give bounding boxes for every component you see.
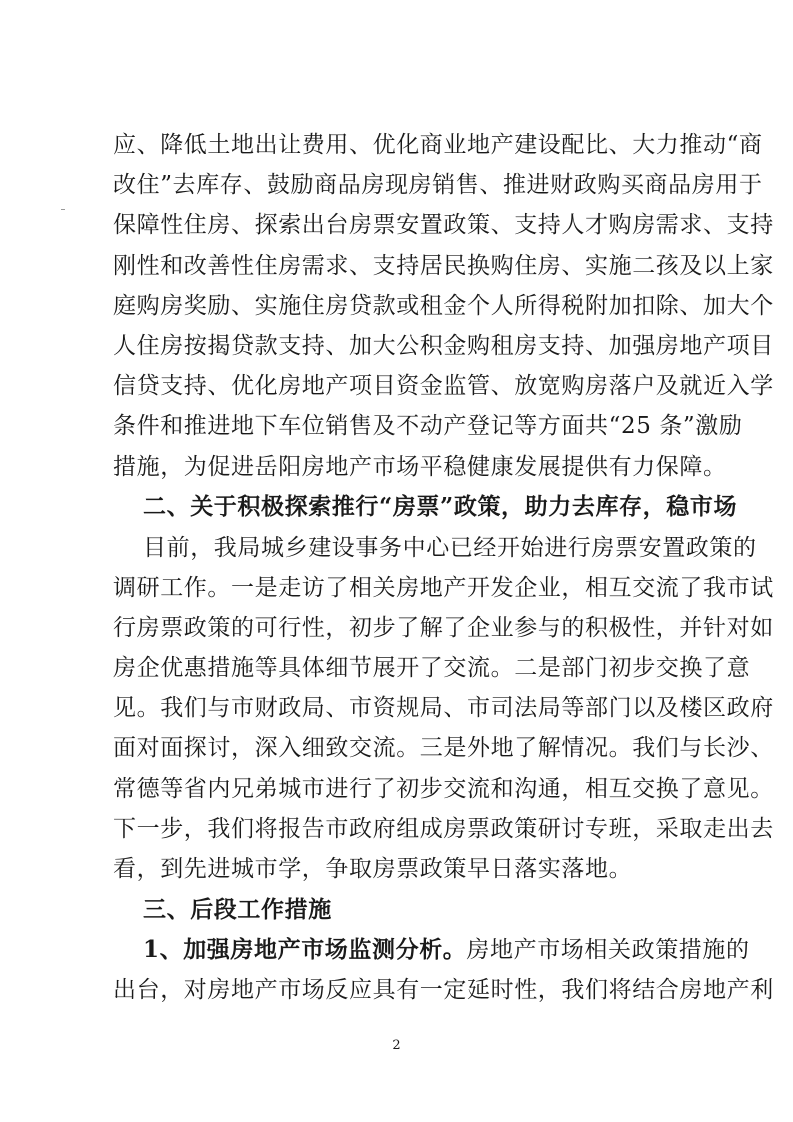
paragraph-line: 调研工作。一是走访了相关房地产开发企业，相互交流了我市试 [113, 575, 774, 601]
list-item-1-title: 1、加强房地产市场监测分析。 [143, 936, 467, 963]
paragraph-line: 应、降低土地出让费用、优化商业地产建设配比、大力推动“商 [113, 132, 763, 158]
paragraph-line: 出台，对房地产市场反应具有一定延时性，我们将结合房地产利 [113, 977, 774, 1003]
paragraph-line: 行房票政策的可行性，初步了解了企业参与的积极性，并针对如 [113, 615, 774, 641]
list-item-1 [143, 936, 750, 964]
section-heading-3: 三、后段工作措施 [143, 896, 332, 923]
paragraph-line: 下一步，我们将报告市政府组成房票政策研讨专班，采取走出去 [113, 816, 774, 842]
paragraph-line: 面对面探讨，深入细致交流。三是外地了解情况。我们与长沙、 [113, 735, 774, 761]
paragraph-line: 信贷支持、优化房地产项目资金监管、放宽购房落户及就近入学 [113, 373, 774, 399]
paragraph-line: 条件和推进地下车位销售及不动产登记等方面共“25 条”激励 [113, 413, 743, 439]
paragraph-line: 改住”去库存、鼓励商品房现房销售、推进财政购买商品房用于 [113, 172, 763, 198]
paragraph-line: 保障性住房、探索出台房票安置政策、支持人才购房需求、支持 [113, 212, 774, 238]
page-number: 2 [392, 1038, 401, 1053]
paragraph-line: 见。我们与市财政局、市资规局、市司法局等部门以及楼区政府 [113, 695, 774, 721]
section-heading-2: 二、关于积极探索推行“房票”政策，助力去库存，稳市场 [143, 493, 738, 520]
paragraph-line: 看，到先进城市学，争取房票政策早日落实落地。 [113, 856, 633, 882]
paragraph-line: 措施，为促进岳阳房地产市场平稳健康发展提供有力保障。 [113, 454, 727, 480]
paragraph-line: 常德等省内兄弟城市进行了初步交流和沟通，相互交换了意见。 [113, 776, 774, 802]
paragraph-line: 目前，我局城乡建设事务中心已经开始进行房票安置政策的 [143, 535, 757, 561]
paragraph-line: 庭购房奖励、实施住房贷款或租金个人所得税附加扣除、加大个 [113, 293, 774, 319]
list-item-1-text: 房地产市场相关政策措施的 [466, 937, 750, 963]
paragraph-line: 人住房按揭贷款支持、加大公积金购租房支持、加强房地产项目 [113, 333, 774, 359]
paragraph-line: 房企优惠措施等具体细节展开了交流。二是部门初步交换了意 [113, 655, 751, 681]
paragraph-line: 刚性和改善性住房需求、支持居民换购住房、实施二孩及以上家 [113, 253, 774, 279]
margin-mark [61, 209, 65, 210]
